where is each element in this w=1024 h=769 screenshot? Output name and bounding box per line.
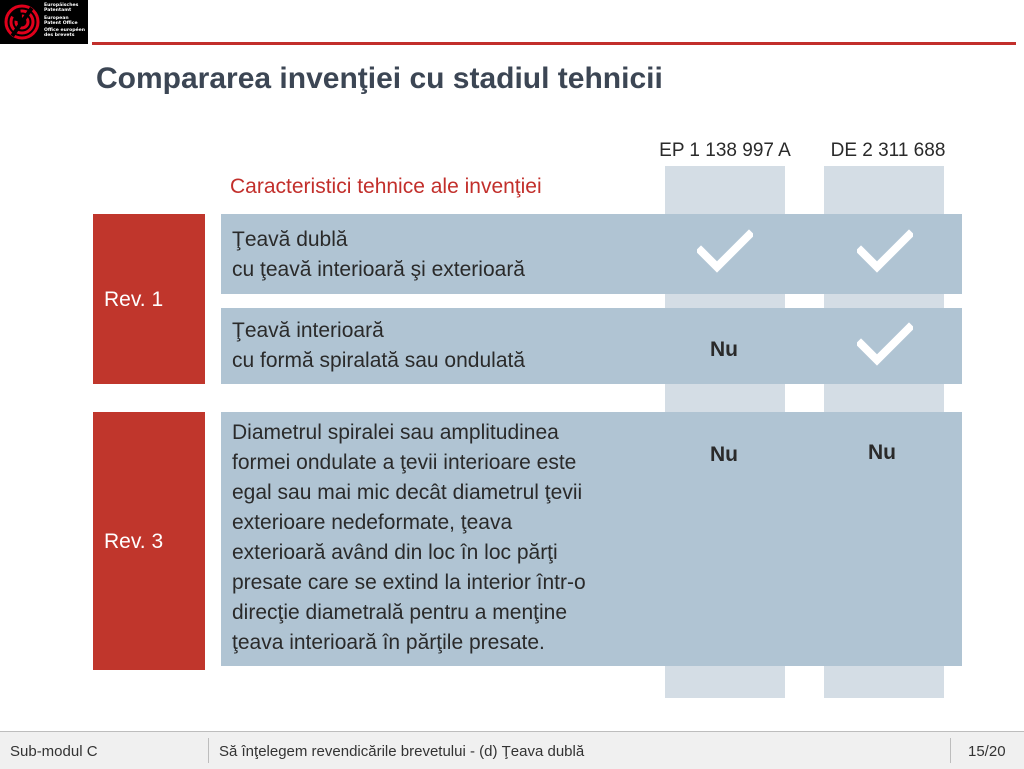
features-label: Caracteristici tehnice ale invenţiei	[230, 175, 542, 198]
footer-divider	[208, 738, 209, 763]
check-icon	[857, 322, 913, 368]
feature-text: Ţeavă interioară cu formă spiralată sau ondulată	[232, 319, 526, 372]
page-number: 15/20	[968, 743, 1006, 760]
check-icon	[697, 229, 753, 275]
feature-text: Diametrul spiralei sau amplitudinea formei ondulate a ţevii interioare este egal sau mai mic decât diametrul ţevii exterioare nedeformate, ţeava exterioară având din loc în loc părţi presate care se extind la interior într-o direcţie diametrală pentru a menţine ţeava interioară în părţile presate.	[232, 421, 586, 654]
header-rule	[92, 42, 1016, 45]
feature-row-2	[221, 308, 962, 384]
feature-row-1	[221, 214, 962, 294]
result-ep: Nu	[710, 443, 738, 466]
rev-3-label: Rev. 3	[93, 412, 205, 670]
feature-row-3	[221, 412, 962, 666]
check-icon	[857, 229, 913, 275]
footer-module: Sub-modul C	[10, 743, 98, 760]
result-ep: Nu	[710, 338, 738, 361]
result-de: Nu	[868, 441, 896, 464]
column-header-ep: EP 1 138 997 A	[659, 140, 791, 161]
column-header-de: DE 2 311 688	[830, 140, 946, 161]
rev-1-label: Rev. 1	[93, 214, 205, 384]
feature-text: Ţeavă dublă cu ţeavă interioară şi exterioară	[232, 228, 525, 281]
logo-text: Europäisches Patentamt European Patent Office Office européen des brevets	[44, 3, 86, 39]
epo-logo-icon	[3, 3, 41, 41]
footer-topic: Să înţelegem revendicările brevetului - (d) Ţeava dublă	[219, 743, 585, 760]
epo-logo	[0, 0, 88, 44]
page-title: Compararea invenţiei cu stadiul tehnicii	[96, 62, 663, 95]
footer-divider	[950, 738, 951, 763]
footer	[0, 731, 1024, 769]
